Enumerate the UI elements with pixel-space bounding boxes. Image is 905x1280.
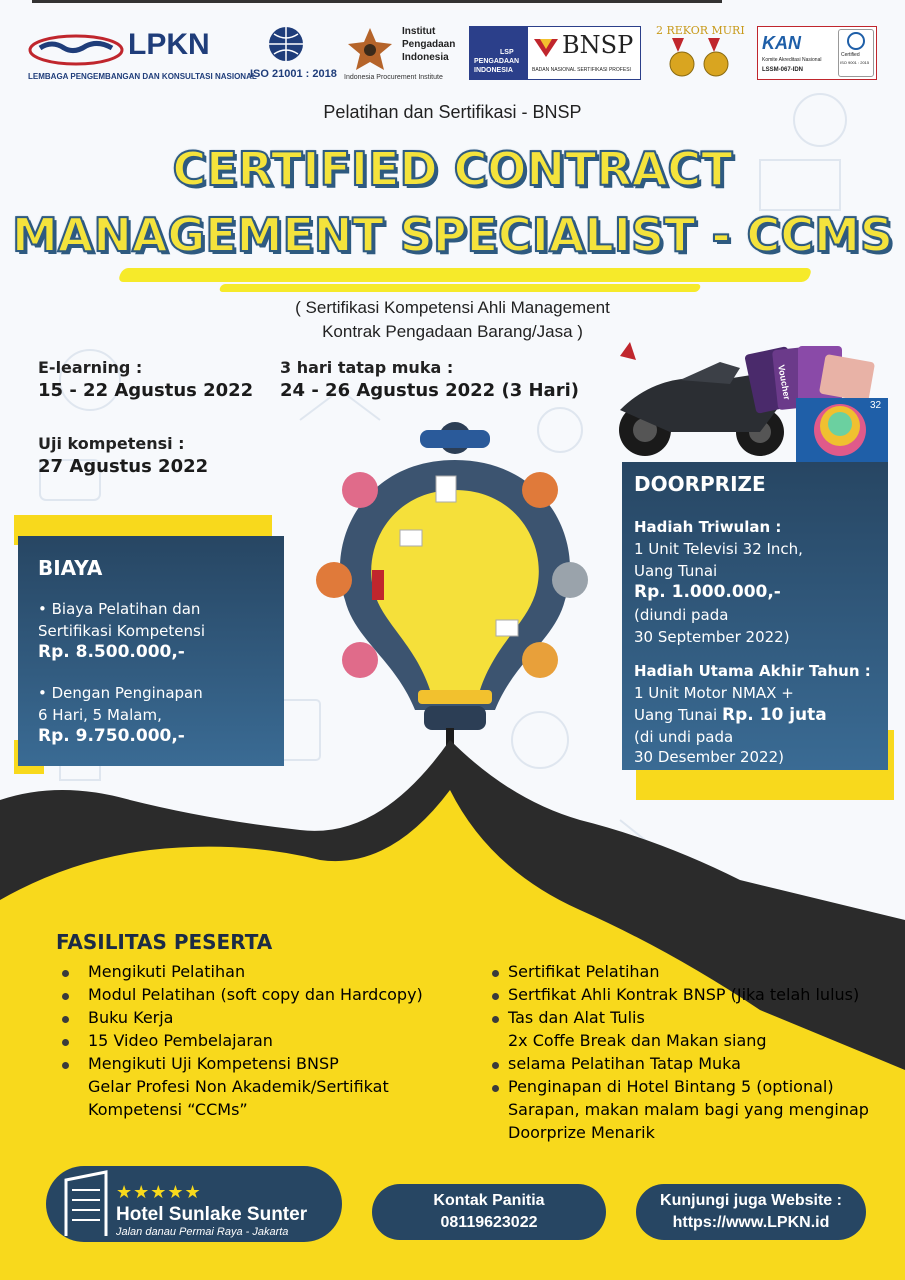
doorprize-main-label: Hadiah Utama Akhir Tahun : xyxy=(634,662,871,680)
person-icon xyxy=(342,642,378,678)
lsp-bnsp-logo xyxy=(469,26,641,80)
bullet-icon xyxy=(62,970,69,977)
contact-phone[interactable]: 08119623022 xyxy=(440,1214,538,1231)
fasilitas-right-item: Doorprize Menarik xyxy=(508,1123,655,1142)
person-icon xyxy=(316,562,352,598)
biaya-item2-price: Rp. 9.750.000,- xyxy=(38,726,185,746)
kan-cert-box xyxy=(838,29,874,77)
bullet-icon xyxy=(62,993,69,1000)
title-underline-scribble-2 xyxy=(219,284,702,292)
fasilitas-left-item: Buku Kerja xyxy=(88,1008,174,1027)
bnsp-emblem-icon xyxy=(532,35,560,63)
biaya-item1-price: Rp. 8.500.000,- xyxy=(38,642,185,662)
biaya-panel xyxy=(18,536,284,766)
fasilitas-right-item: 2x Coffe Break dan Makan siang xyxy=(508,1031,767,1050)
ipi-logo xyxy=(342,22,462,84)
iso-logo xyxy=(250,24,337,84)
doorprize-tri-price: Rp. 1.000.000,- xyxy=(634,582,781,602)
ipi-line3: Indonesia xyxy=(402,52,449,63)
muri-label: 2 REKOR MURI xyxy=(656,24,745,37)
website-label: Kunjungi juga Website : xyxy=(660,1192,842,1209)
person-top-icon xyxy=(420,430,490,448)
bullet-icon xyxy=(62,1039,69,1046)
cert-seal-icon xyxy=(847,32,865,50)
bnsp-name: BNSP xyxy=(562,31,634,59)
tv-size-badge: 32 xyxy=(870,400,882,411)
title-line1: CERTIFIED CONTRACT xyxy=(172,142,733,196)
fasilitas-right-item: Sarapan, makan malam bagi yang menginap xyxy=(508,1100,869,1119)
bullet-icon xyxy=(492,1062,499,1069)
bullet-icon xyxy=(492,993,499,1000)
kan-subtitle: Komite Akreditasi Nasional xyxy=(762,57,822,63)
contact-label: Kontak Panitia xyxy=(433,1192,545,1209)
header-top-line xyxy=(32,0,722,3)
doorprize-tri-line1: 1 Unit Televisi 32 Inch, xyxy=(634,540,803,558)
ipi-emblem-icon xyxy=(342,24,398,72)
doorprize-illustration xyxy=(600,340,890,464)
hotel-building-icon xyxy=(62,1170,114,1240)
person-icon xyxy=(522,642,558,678)
doorprize-main-line2-text: Uang Tunai xyxy=(634,706,722,724)
kan-name: KAN xyxy=(762,33,801,53)
person-icon xyxy=(552,562,588,598)
bullet-icon xyxy=(492,1085,499,1092)
lsp-line3: INDONESIA xyxy=(474,67,513,74)
fasilitas-left-item: Modul Pelatihan (soft copy dan Hardcopy) xyxy=(88,985,423,1004)
voucher-label: Voucher xyxy=(776,364,793,401)
bullet-icon xyxy=(62,1062,69,1069)
fasilitas-right-item: Sertifikat Pelatihan xyxy=(508,962,660,981)
fasilitas-right-item: Penginapan di Hotel Bintang 5 (optional) xyxy=(508,1077,834,1096)
lsp-line2: PENGADAAN xyxy=(474,58,520,65)
elearning-label: E-learning : xyxy=(38,358,143,377)
hotel-pill xyxy=(46,1166,342,1242)
biaya-item1-line2: Sertifikasi Kompetensi xyxy=(38,622,206,640)
doorprize-tri-note1: (diundi pada xyxy=(634,606,729,624)
lpkn-tagline: LEMBAGA PENGEMBANGAN DAN KONSULTASI NASIONAL xyxy=(28,72,257,81)
doorprize-main-line1: 1 Unit Motor NMAX + xyxy=(634,684,794,702)
indonesia-map-icon xyxy=(28,30,128,70)
kan-code: LSSM-067-IDN xyxy=(762,67,804,73)
kan-iso: ISO 9001 : 2015 xyxy=(840,60,870,65)
bnsp-subtitle: BADAN NASIONAL SERTIFIKASI PROFESI xyxy=(532,67,631,73)
person-icon xyxy=(522,472,558,508)
elearning-date: 15 - 22 Agustus 2022 xyxy=(38,380,254,401)
lsp-line1: LSP xyxy=(500,49,514,56)
website-pill[interactable] xyxy=(636,1184,866,1240)
contact-pill[interactable] xyxy=(372,1184,606,1240)
description-line1: ( Sertifikasi Kompetensi Ahli Management xyxy=(295,298,610,317)
fasilitas-right-item: Sertfikat Ahli Kontrak BNSP (Jika telah lulus) xyxy=(508,985,860,1004)
website-url[interactable]: https://www.LPKN.id xyxy=(672,1214,830,1231)
fasilitas-left-item: Mengikuti Uji Kompetensi BNSP xyxy=(88,1054,339,1073)
biaya-item1-line1: • Biaya Pelatihan dan xyxy=(38,600,201,618)
hotel-stars: ★★★★★ xyxy=(116,1182,202,1203)
bullet-icon xyxy=(492,970,499,977)
ipi-subtitle: Indonesia Procurement Institute xyxy=(344,74,443,81)
iso-label: ISO 21001 : 2018 xyxy=(250,68,337,80)
bullet-icon xyxy=(62,1016,69,1023)
title-line2: MANAGEMENT SPECIALIST - CCMS xyxy=(12,208,893,262)
description-line2: Kontrak Pengadaan Barang/Jasa ) xyxy=(322,322,583,341)
fasilitas-left-item: 15 Video Pembelajaran xyxy=(88,1031,273,1050)
medal-icon xyxy=(666,38,736,82)
globe-icon xyxy=(264,24,308,64)
bullet-icon xyxy=(492,1016,499,1023)
doorprize-tri-line2: Uang Tunai xyxy=(634,562,718,580)
lpkn-logo xyxy=(28,28,257,84)
doorprize-main-price: Rp. 10 juta xyxy=(722,705,827,725)
fasilitas-left-item: Kompetensi “CCMs” xyxy=(88,1100,248,1119)
uji-kompetensi-date: 27 Agustus 2022 xyxy=(38,456,209,477)
fasilitas-left-item: Gelar Profesi Non Akademik/Sertifikat xyxy=(88,1077,389,1096)
fasilitas-right-item: Tas dan Alat Tulis xyxy=(508,1008,645,1027)
person-icon xyxy=(342,472,378,508)
lightbulb-meeting-illustration xyxy=(300,420,610,750)
doorprize-main-note2: 30 Desember 2022) xyxy=(634,748,784,766)
ipi-line1: Institut xyxy=(402,26,436,37)
biaya-item2-line2: 6 Hari, 5 Malam, xyxy=(38,706,162,724)
muri-logo xyxy=(652,22,748,82)
doorprize-panel xyxy=(622,462,888,770)
confetti-icon xyxy=(620,342,636,360)
subtitle: Pelatihan dan Sertifikasi - BNSP xyxy=(323,102,582,122)
doorprize-tri-note2: 30 September 2022) xyxy=(634,628,790,646)
biaya-title: BIAYA xyxy=(38,556,103,580)
hotel-address: Jalan danau Permai Raya - Jakarta xyxy=(116,1226,289,1238)
hotel-name: Hotel Sunlake Sunter xyxy=(116,1204,308,1225)
fasilitas-title: FASILITAS PESERTA xyxy=(56,930,273,954)
description xyxy=(200,296,705,344)
tatap-muka-date: 24 - 26 Agustus 2022 (3 Hari) xyxy=(280,380,579,401)
kan-cert: Certified xyxy=(841,52,860,58)
biaya-item2-line1: • Dengan Penginapan xyxy=(38,684,203,702)
fasilitas-left-item: Mengikuti Pelatihan xyxy=(88,962,246,981)
title-underline-scribble xyxy=(117,268,812,282)
ipi-line2: Pengadaan xyxy=(402,39,456,50)
uji-kompetensi-label: Uji kompetensi : xyxy=(38,434,185,453)
doorprize-main-note1: (di undi pada xyxy=(634,728,734,746)
doorprize-tri-label: Hadiah Triwulan : xyxy=(634,518,782,536)
doorprize-main-line2 xyxy=(634,704,827,726)
fasilitas-right-item: selama Pelatihan Tatap Muka xyxy=(508,1054,741,1073)
tatap-muka-label: 3 hari tatap muka : xyxy=(280,358,454,377)
kan-logo xyxy=(757,26,877,80)
doorprize-title: DOORPRIZE xyxy=(634,472,766,496)
lpkn-name: LPKN xyxy=(128,28,210,61)
